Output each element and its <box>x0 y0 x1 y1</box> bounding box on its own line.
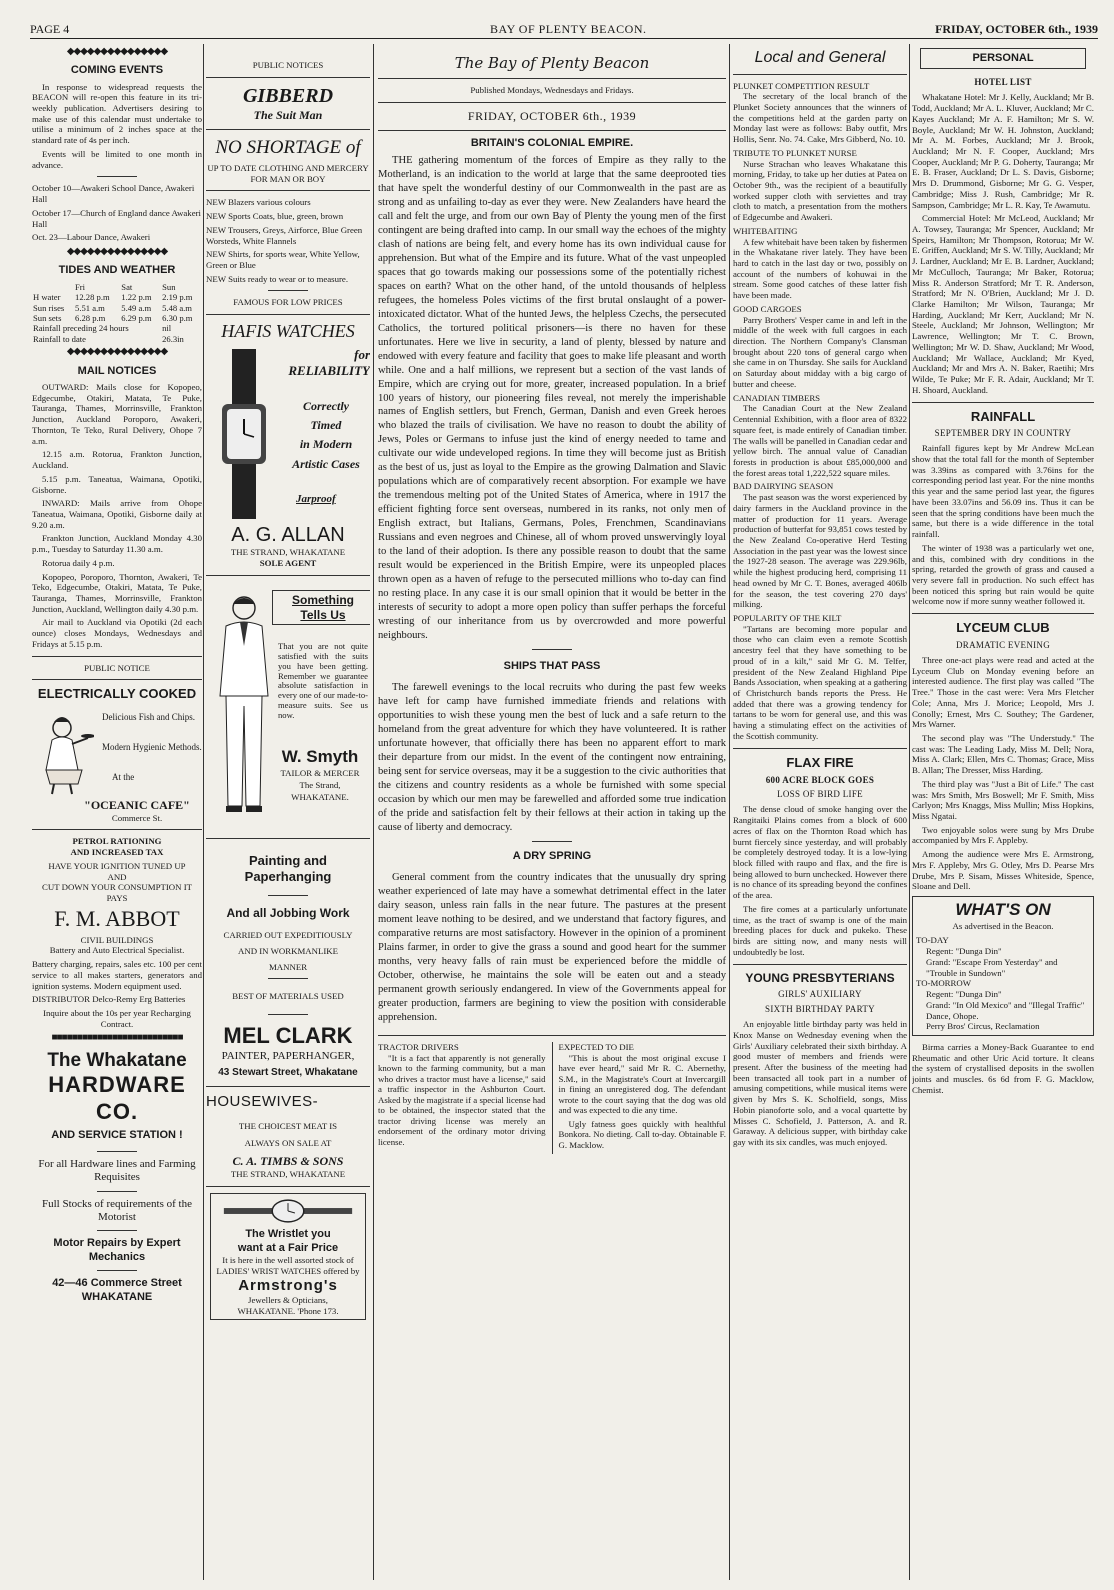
divider <box>733 964 907 965</box>
abbot-name: F. M. ABBOT <box>54 905 180 931</box>
local-item <box>733 81 907 145</box>
hafis-jarproof: Jarproof <box>296 493 336 506</box>
armstrong-heading: The Wristlet you <box>245 1228 331 1241</box>
cafe-name: "OCEANIC CAFE" <box>84 798 190 813</box>
divider <box>268 978 308 979</box>
abbot-inquire: Inquire about the 10s per year Recharging Contract. <box>43 1007 191 1029</box>
hafis-line: Artistic Cases <box>292 456 360 471</box>
hafis-for: for <box>354 347 370 363</box>
tide-cell: 2.19 p.m <box>162 292 193 303</box>
presby-sub: SIXTH BIRTHDAY PARTY <box>765 1004 875 1015</box>
divider <box>912 402 1094 403</box>
whakatane-hotel-list: Whakatane Hotel: Mr J. Kelly, Auckland; Mr B. Todd, Auckland; Mr A. L. Kluver, Auckland; Mr C. Kayes Auckland; Mr A. F. Hamilton; Mr S. W. Boyle, Auckland; Mr W. H. Johnston, Auckland; Mr A. M. Forbes, Auckland; Mr J. Brook, Auckland; Mr N. F. Cooper, Auckland; Mrs Cooper, Auckland; Mr P. G. Doherty, Tauranga; Mr E. B. Fraser, Auckland; Dr L. S. Davis, Gisborne; Mrs D. Drummond, Gisborne; Mr G. G. Vesper, Cambridge; Miss J. Rush, Cambridge; Mr R. Sampson, Cambridge; Mr L. R. Kay, Te Awamutu. <box>912 92 1094 210</box>
smyth-address: WHAKATANE. <box>291 791 349 802</box>
mail-para: 5.15 p.m. Taneatua, Waimana, Opotiki, Gisborne. <box>32 473 202 495</box>
public-notice-label: PUBLIC NOTICE <box>84 662 150 673</box>
tide-label: H water <box>33 292 61 303</box>
clark-materials: BEST OF MATERIALS USED <box>232 991 344 1002</box>
smyth-name: W. Smyth <box>281 746 359 766</box>
die-item <box>559 1042 727 1153</box>
divider <box>206 838 370 839</box>
page-number: PAGE 4 <box>30 22 70 36</box>
local-item-body: The secretary of the local branch of the Plunket Society announces that the winners of the competitions held at the garden party on Monday last were as follows: Baby outfit, Mrs Hollis, Senr. No. 74. Cake, Mrs Gibberd, No. 10. <box>733 91 907 145</box>
gibberd-item: NEW Sports Coats, blue, green, brown <box>206 211 344 222</box>
divider <box>378 102 726 103</box>
gibberd-item: NEW Suits ready to wear or to measure. <box>206 273 349 284</box>
local-item <box>733 226 907 301</box>
local-item-title: CANADIAN TIMBERS <box>733 392 821 403</box>
page-header <box>30 22 1098 39</box>
column-rule <box>729 44 730 1580</box>
die-body: "This is about the most original excuse I have ever heard," said Mr R. C. Abernethy, S.M., in the Magistrate's Court at Invercargill in fining an unregistered dog. The defendant wrote to the court saying that the dog was old and was expected to die any time. <box>558 1052 726 1116</box>
tractor-item <box>378 1042 546 1153</box>
mail-para: Air mail to Auckland via Opotiki (2d each ounce) closes Mondays, Wednesdays and Fridays at 5.15 p.m. <box>32 617 202 649</box>
bonkora-advert: Ugly fatness goes quickly with healthful Bonkora. No dieting. Call to-day. Obtainable F. G. Macklow. <box>558 1118 726 1150</box>
ornament-divider: ◆◆◆◆◆◆◆◆◆◆◆◆◆◆◆ <box>66 346 168 358</box>
divider <box>532 649 572 650</box>
divider <box>206 1086 370 1087</box>
gibberd-headline: NO SHORTAGE of <box>215 136 361 158</box>
lyceum-para: Three one-act plays were read and acted at the Lyceum Club on Monday evening before an interested audience. The first play was called "The Tree." Those in the cast were: Vera Mrs Fletcher Cole; Anna, Mrs J. Morice; Leopold, Mrs J. Conolly; Ernest, Mrs C. Southey; The Gardener, Mrs Warner. <box>912 654 1094 730</box>
divider <box>32 656 202 657</box>
armstrong-address: WHAKATANE. 'Phone 173. <box>237 1305 339 1316</box>
lyceum-sub: DRAMATIC EVENING <box>955 639 1051 650</box>
smyth-address: The Strand, <box>299 779 341 790</box>
abbot-service: Battery charging, repairs, sales etc. 100 per cent service to all makes starters, generators and ignition systems. Modern equipment used. <box>32 959 202 991</box>
divider <box>378 130 726 131</box>
gibberd-item: NEW Trousers, Greys, Airforce, Blue Green Worsteds, White Flannels <box>206 224 363 246</box>
hafis-agent: SOLE AGENT <box>259 558 317 569</box>
abbot-distributor: DISTRIBUTOR Delco-Remy Erg Batteries <box>32 994 186 1005</box>
tide-cell: 5.51 a.m <box>75 302 105 313</box>
tide-day: Fri <box>75 281 86 292</box>
hafis-line: Timed <box>310 418 342 433</box>
hafis-address: THE STRAND, WHAKATANE <box>230 547 346 558</box>
timbs-line: THE CHOICEST MEAT IS <box>238 1120 338 1131</box>
clark-line: CARRIED OUT EXPEDITIOUSLY <box>223 930 353 941</box>
tractor-title: TRACTOR DRIVERS <box>378 1042 459 1053</box>
presby-title: YOUNG PRESBYTERIANS <box>745 970 895 985</box>
column-rule <box>373 44 374 1580</box>
tides-title: TIDES AND WEATHER <box>58 264 176 277</box>
divider <box>97 1151 137 1152</box>
divider <box>268 1014 308 1015</box>
tide-cell: 12.28 p.m <box>75 292 110 303</box>
hafis-line: Correctly <box>303 399 349 414</box>
hotel-list-title: HOTEL LIST <box>974 77 1032 88</box>
event-item: October 17—Church of England dance Awakeri Hall <box>32 207 201 229</box>
commercial-hotel-list: Commercial Hotel: Mr McLeod, Auckland; Mr A. Towsey, Tauranga; Mr Spencer, Auckland; Mr Speirs, Hamilton; Mr Thompson, Rotorua; Mr W. E. Griffen, Auckland; Mr S. W. Tilly, Auckland; Mr J. Lardner, Auckland; Mr E. B. Lardner, Auckland; Mr McCulloch, Tauranga; Mr Baker, Rotorua; Miss R. Anderson Stratford; Mr T. R. Anderson, Stratford; Mr N. O'Brien, Auckland; Mr J. D. Clarke Hamilton; Mr Wilson, Tauranga; Mr Harding, Auckland; Mr Kerr, Auckland; Mr N. Steele, Auckland; Mr Johnson, Wellington; Mr Lawrence, Wellington; Mr T. C. Brown, Wellington; Mr W. D. Shaw, Auckland; Mr Wood, Auckland; Mr Wallace, Auckland; Mr Kyed, Auckland; Mr and Mrs A. N. Baker, Raetihi; Mrs Wilde, Te Puke; Mr F. R. Adair, Auckland; Mr T. H. Shoard, Auckland. <box>912 213 1094 395</box>
column-4 <box>733 44 907 1584</box>
local-item-title: GOOD CARGOES <box>733 303 802 314</box>
cafe-headline: ELECTRICALLY COOKED <box>37 686 197 702</box>
column-5 <box>912 44 1094 1584</box>
armstrong-trade: Jewellers & Opticians, <box>248 1294 328 1305</box>
column-1 <box>32 44 202 1584</box>
local-item <box>733 393 907 479</box>
lyceum-para: Two enjoyable solos were sung by Mrs Drube accompanied by Mrs F. Appleby. <box>912 824 1094 846</box>
clark-line: MANNER <box>268 961 308 972</box>
nameplate: The Bay of Plenty Beacon <box>454 54 650 72</box>
hafis-advert <box>206 343 370 523</box>
divider <box>206 314 370 315</box>
timbs-heading: HOUSEWIVES- <box>206 1092 319 1110</box>
local-item-body: The Canadian Court at the New Zealand Centennial Exhibition, with a floor area of 8322 square feet, is made entirely of Canadian timber. The walls will be panelled in Canadian cedar and yellow birch. The annual value of Canadian forests in production is about £85,000,000 and the forest areas total 1,222,522 square miles. <box>733 403 907 478</box>
whats-on-box <box>912 896 1094 1036</box>
clark-trade: PAINTER, PAPERHANGER, <box>221 1049 355 1062</box>
hafis-seller: A. G. ALLAN <box>231 524 345 547</box>
divider <box>268 895 308 896</box>
divider <box>97 1230 137 1231</box>
cafe-at: At the <box>112 772 135 783</box>
divider <box>733 74 907 75</box>
column-rule <box>203 44 204 1580</box>
rain-value: nil <box>162 323 172 334</box>
divider <box>378 1035 726 1036</box>
ornament-divider: ■■■■■■■■■■■■■■■■■■■■■■■■■■ <box>51 1032 183 1044</box>
hafis-lines <box>282 397 370 474</box>
local-item-body: The past season was the worst experienced by dairy farmers in the Auckland province in the matter of production for 11 years. Average production of butterfat for 93,851 cows tested by the New Zealand Co-operative Herd Testing Association in the past year was the lowest since the 1927-28 season. The average was 229.96lb, while the highest producing herd, comprising 11 head owned by Mr C. T. Bones, averaged 406lb for the season, the test covering 270 days' milking. <box>733 492 907 610</box>
waitress-illustration <box>32 706 94 796</box>
mail-para: Rotorua daily 4 p.m. <box>42 557 115 568</box>
local-item <box>733 148 907 223</box>
ships-body: The farewell evenings to the local recruits who during the past few weeks have left for camp have furnished immediate friends and relations with opportunities to wish these young men the best of luck and a safe return to the homeland from the great adventure for which they have volunteered. It is rather unfortunate however, that officially there has been no apparent effort to mark their departure from our midst. In the event of the contingent now entraining, being sent for service overseas, may it be a suggestion to the civic authorities that the citizens and country residents as a whole be furnished with some special occasion by which our men may be farewelled and afforded some true indication of the pride and satisfaction felt by their fellows at their action in taking up the cause of liberty and democracy. <box>378 682 726 834</box>
hardware-name: The Whakatane <box>47 1049 187 1071</box>
clark-name: MEL CLARK <box>223 1023 353 1049</box>
issue-date: FRIDAY, OCTOBER 6th., 1939 <box>935 22 1098 36</box>
cafe-advert <box>32 702 202 798</box>
ships-title: SHIPS THAT PASS <box>503 659 601 672</box>
tide-day: Sat <box>121 281 133 292</box>
divider <box>206 1186 370 1187</box>
hafis-headline: HAFIS WATCHES <box>221 321 355 342</box>
event-item: Oct. 23—Labour Dance, Awakeri <box>32 232 151 243</box>
whats-on-item: Grand: "Escape From Yesterday" and "Trouble in Sundown" <box>926 956 1058 978</box>
cafe-item: Delicious Fish and Chips. <box>102 712 196 723</box>
column-3 <box>378 44 726 1584</box>
timbs-line: ALWAYS ON SALE AT <box>244 1137 332 1148</box>
whats-on-item: Regent: "Dunga Din" <box>926 989 1002 1000</box>
local-item <box>733 304 907 390</box>
local-item-title: WHITEBAITING <box>733 225 798 236</box>
local-item-title: BAD DAIRYING SEASON <box>733 481 834 492</box>
mail-para: 12.15 a.m. Rotorua, Frankton Junction, Auckland. <box>32 449 202 471</box>
man-in-suit-illustration <box>214 592 274 827</box>
watch-icon <box>212 349 276 519</box>
abbot-heading: PETROL RATIONING <box>72 836 162 847</box>
hardware-tag: AND SERVICE STATION ! <box>51 1129 183 1142</box>
lyceum-para: Among the audience were Mrs E. Armstrong, Mrs F. Appleby, Mrs G. Otley, Mrs D. Pearse Mrs Drube, Mrs P. Sisam, Misses Whiteside, Spence, Sloane and Dell. <box>912 849 1094 892</box>
tide-cell: 5.49 a.m <box>121 302 152 313</box>
tide-cell: 5.48 a.m <box>162 302 192 313</box>
gibberd-item: NEW Blazers various colours <box>206 197 311 208</box>
mail-para: Frankton Junction, Auckland Monday 4.30 p.m., Tuesday to Saturday 11.30 a.m. <box>32 533 202 555</box>
flax-sub: LOSS OF BIRD LIFE <box>777 789 863 800</box>
coming-events-intro: In response to widespread requests the BEACON will re-open this feature in its tri-weekly publication. Advertisers desiring to make use of this calendar must undertake to utilise a minimum of 2 inches space at the standard rate of 4s per inch. <box>32 81 202 146</box>
mail-para: OUTWARD: Mails close for Kopopeo, Edgecumbe, Otakiri, Matata, Te Puke, Tauranga, Thames, Morrinsville, Frankton Junction, Auckland Poroporo, Awakeri, Thornton, Te Teko, Rural Delivery, Ohope 7 a.m. <box>32 382 202 446</box>
local-item-body: A few whitebait have been taken by fishermen in the Whakatane river lately. They have been hard to catch in the last day or two, possibly on account of the numbers of kohuwai in the stream. Some good catches of these latter fish have been made. <box>733 236 907 301</box>
clark-address: 43 Stewart Street, Whakatane <box>218 1067 358 1079</box>
abbot-line: CUT DOWN YOUR CONSUMPTION IT PAYS <box>41 882 193 904</box>
abbot-sub: CIVIL BUILDINGS <box>80 934 154 945</box>
clark-heading: And all Jobbing Work <box>226 905 350 920</box>
divider <box>32 829 202 830</box>
whats-on-item: Perry Bros' Circus, Reclamation <box>926 1021 1040 1032</box>
hafis-line: in Modern <box>299 437 353 452</box>
wristwatch-icon <box>214 1197 362 1225</box>
abbot-specialist: Battery and Auto Electrical Specialist. <box>49 945 185 956</box>
armstrong-body: It is here in the well assorted stock of LADIES' WRIST WATCHES offered by <box>216 1255 360 1276</box>
rainfall-para: The winter of 1938 was a particularly wet one, and this, combined with dry conditions in the spring, retarded the growth of grass and caused a very severe fall in production. No such effect has been noticed this spring but rain would be quite welcome now if more sunny weather followed it. <box>912 542 1094 607</box>
mail-title: MAIL NOTICES <box>77 364 157 377</box>
local-item-title: POPULARITY OF THE KILT <box>733 613 842 624</box>
local-item-body: Parry Brothers' Vesper came in and left in the middle of the week with full cargoes in each direction. The Northern Company's Clansman brought about 220 tons of general cargo when she came in on Thursday. She sails for Auckland on Saturday about midday with a big cargo of butter and cheese. <box>733 314 907 389</box>
smyth-trade: TAILOR & MERCER <box>280 767 360 778</box>
lyceum-para: The third play was "Just a Bit of Life." The cast was: Mrs Smith, Mrs Boswell; Mr F. Smith, Miss Carlyon; Mrs Knaggs, Miss Mullin; Miss Hopkins, Miss Ngatai. <box>912 778 1094 821</box>
armstrong-advert <box>210 1193 366 1321</box>
divider <box>206 575 370 576</box>
public-notices-label: PUBLIC NOTICES <box>252 60 324 70</box>
gibberd-footer: FAMOUS FOR LOW PRICES <box>233 297 343 308</box>
gibberd-item: NEW Shirts, for sports wear, White Yellow, Green or Blue <box>206 249 360 270</box>
presby-sub: GIRLS' AUXILIARY <box>778 989 862 1000</box>
column-rule <box>909 44 910 1580</box>
smyth-heading: Something <box>292 592 354 607</box>
timbs-name: C. A. TIMBS & SONS <box>232 1154 344 1169</box>
publication-schedule: Published Mondays, Wednesdays and Fridays. <box>470 85 634 96</box>
spring-body: General comment from the country indicates that the unusually dry spring weather experienced of late may have a somewhat detrimental effect in the later dairy season, unless rain falls in the near future. The pastures at the present moment leave nothing to be desired, and we understand that factory figures, and comparative returns are most satisfactory. However in the opinion of a prominent Plains farmer, in order to give the grass a sound and good heart for the summer months, very heavy falls of rain must be experienced before the middle of October, otherwise, he maintains the sole will be eaten out and a steady permanent growth seriously endangered. In view of the Governments appeal for greater production, farmers are begining to view the position with considerable apprehension. <box>378 872 726 1024</box>
tide-label: Sun rises <box>33 302 65 313</box>
local-general-title: Local and General <box>754 49 886 66</box>
tractor-body: "It is a fact that apparently is not generally known to the farming community, but a man who drives a tractor must have a license," said a traffic inspector in the Ashburton Court. Asked by the magistrate if a special license had to be obtained, the inspector stated that the tractor driving license was merely an endorsement of the ordinary motor driving license. <box>378 1052 546 1147</box>
divider <box>97 1270 137 1271</box>
tide-cell: 1.22 p.m <box>121 292 152 303</box>
mail-para: INWARD: Mails arrive from Ohope Taneatua, Waimana, Opotiki, Gisborne daily at 9.20 a.m. <box>32 498 202 530</box>
local-item-body: "Tartans are becoming more popular and those who can claim even a remote Scottish ancestry feel that they have something to be proud of in a kilt," said Mr G. M. Telfer, president of the New Zealand Highland Pipe Bands Association, when speaking at a gathering of Christchurch bands reports the Press. He added that there was a growing tendency for tartans to be worn for general use, and this was having a stimulating effect on the activities of the Scottish community. <box>733 623 907 741</box>
ships-article <box>378 681 726 835</box>
coming-events-limit: Events will be limited to one month in advance. <box>32 148 202 170</box>
whats-on-sub: As advertised in the Beacon. <box>952 920 1054 931</box>
personal-title: PERSONAL <box>920 48 1086 69</box>
local-item <box>733 613 907 742</box>
whats-on-item: Grand: "In Old Mexico" and "Illegal Traffic" <box>926 999 1085 1010</box>
tide-cell: 6.30 p.m <box>162 312 193 323</box>
hardware-address: 42—46 Commerce Street <box>52 1277 182 1290</box>
divider <box>912 613 1094 614</box>
divider <box>32 679 202 680</box>
smyth-advert <box>206 582 370 832</box>
flax-para: The dense cloud of smoke hanging over the Rangitaiki Plains comes from a block of 600 acres of flax on the Thornton Road which has burnt fiercely since yesterday, and will probably be completely destroyed today. It is a low-lying block filled with raupo and flax, and the fire is being allowed to burn unchecked. However there is no chance of its spreading beyond the confines of the area. <box>733 804 907 901</box>
mail-para: Kopopeo, Poroporo, Thornton, Awakeri, Te Teko, Edgecumbe, Otakiri, Matata, Te Puke, Tauranga, Thames, Morrinsville, Frankton Junction, Auckland, Wellington daily 4.30 p.m. <box>32 571 202 614</box>
timbs-address: THE STRAND, WHAKATANE <box>230 1168 346 1179</box>
local-item-body: Nurse Strachan who leaves Whakatane this morning, Friday, to take up her duties at Patea on October 9th., was the recipient of a beautifully worked supper cloth with serviettes and tray cloth to match, a presentation from the mothers of Edgecumbe and Awakeri. <box>733 158 907 223</box>
hardware-line: Full Stocks of requirements of the Motorist <box>41 1197 192 1224</box>
leader-date: FRIDAY, OCTOBER 6th., 1939 <box>467 109 637 124</box>
flax-para: The fire comes at a particularly unfortunate time, as the tract of swamp is one of the main breeding places for duck and pukeko. These birds are sitting now, and many nests will undoubtedly be lost. <box>733 903 907 957</box>
cafe-street: Commerce St. <box>111 812 163 823</box>
whats-on-title: WHAT'S ON <box>955 900 1051 920</box>
editorial-body: THE gathering momentum of the forces of Empire as they rally to the Motherland, is an indication to the world at large that the same deeprooted ties that have spelt the wonderful destiny of our Commonwealth in the past are as strong and as unfailing to-day as ever they were. New Zealanders have heard the call and felt the urge, and from our own Bay of Plenty the young men of the first contingent are being drafted into camp. In our small way the echoes of the mighty clash of nations are being felt, and every home has its own individual cause for apprehension. But what of the Empire and its future. What of the vast unpeopled spaces that go towards making our possessions some of the potentially richest spaces on earth? What on the other hand, of the untold thousands of helpless refugees, the homeless Poles victims of the first brutal onslaught of a power-intoxicated dictator. What of the hunted Jews, the helpless Czechs, the persecuted Catholics, the tortured political prisoners—is there no haven for these unfortunates. Here we live in security, a land of plenty, blessed by nature and endowed with every feature and facility that goes to make life pleasant and worth while. One and a half millions, we represent but a section of the vast lands of Empire, which are crying out for more, greater, increased population. In a brief 100 years of history, our pioneering files reveal, not merely the imperishable names of English settlers, but French, German, Danish and even Greek heroes who blazed the trails of civilisation. We have no reason to doubt the ability of Jews, Poles or Germans to infuse just the kind of energy needed to tame and cultivate our wide undeveloped regions. In time they will become just as British as the best of us, just as loyal to the Empire as the growing Dalmation and Slavic populations which are of comparatively recent absorption. For example we have the tremendous melting pot of the United States of America, where in 1917 the efficient fighting force sent overseas, numbered in its ranks, not only men of English extract, but Italians, Germans, Poles, Frenchmen, Scandinavians Russians and even negroes and Chinese, all of whom proved unswervingly loyal to the land of their adoption. Is there any possible reason to doubt that the same result would be experienced in the British Empire, were its unpeopled places thrown open as a haven of refuge to the persecuted millions who to-day can find no resting place. In any case it is our small opinion that it would be better in the interests of security to adopt a more open policy than suffer perhaps the forceful wresting of our inheritance from us by overcrowded and more powerful neighbours. <box>378 155 726 641</box>
gibberd-sub: The Suit Man <box>253 108 323 123</box>
rain-value: 26.3in <box>162 333 184 344</box>
rainfall-title: RAINFALL <box>970 408 1036 424</box>
column-2 <box>206 44 370 1584</box>
die-title: EXPECTED TO DIE <box>558 1042 634 1053</box>
divider <box>532 841 572 842</box>
tide-day: Sun <box>162 281 176 292</box>
coming-events-title: COMING EVENTS <box>70 64 164 77</box>
local-item-title: PLUNKET COMPETITION RESULT <box>733 80 870 91</box>
lyceum-para: The second play was "The Understudy." The cast was: The Leading Lady, Miss M. Dell; Nora, Miss A. Clark; Ellen, Mrs C. Thomas; Grace, Miss B. Allan; The Dresser, Miss Harding. <box>912 732 1094 776</box>
hardware-line: Motor Repairs by Expert Mechanics <box>53 1237 181 1263</box>
divider <box>97 1191 137 1192</box>
ornament-divider: ◆◆◆◆◆◆◆◆◆◆◆◆◆◆◆ <box>66 46 168 57</box>
armstrong-heading: want at a Fair Price <box>237 1241 339 1254</box>
hafis-reliability: RELIABILITY <box>288 363 370 379</box>
flax-sub: 600 ACRE BLOCK GOES <box>765 774 875 785</box>
smyth-box <box>272 590 370 625</box>
divider <box>378 78 726 79</box>
divider <box>206 77 370 78</box>
rainfall-para: Rainfall figures kept by Mr Andrew McLean show that the total fall for the month of September was 3.39ins as compared with 3.76ins for the corresponding period last year. For the nine months this year and the same period last year, the figures have been 33.07ins and 56.09 ins. Thus it can be seen that the spring conditions have been much the same, but there is a wide difference in the total rainfall. <box>912 443 1094 540</box>
armstrong-name: Armstrong's <box>238 1276 338 1294</box>
whats-on-today: TO-DAY <box>916 935 949 946</box>
spring-title: A DRY SPRING <box>512 850 592 863</box>
divider <box>97 176 137 177</box>
tide-cell: 6.28 p.m <box>75 312 106 323</box>
presby-para: An enjoyable little birthday party was held in Knox Manse on Wednesday evening when the Girls' Auxiliary celebrated their sixth birthday. A good muster of members and friends were present. After the business of the meeting had been transacted all took part in a number of amusing competitions, while musical items were given by Mrs S. K. Scholfield, songs, Miss Hobin pianoforte solo, and a vocal quartette by Misses C. Schofield, J. Patterson, A. and R. Garaway. A delicious supper, with birthday cake gay with its six candles, was much enjoyed. <box>733 1019 907 1147</box>
event-item: October 10—Awakeri School Dance, Awakeri Hall <box>32 183 195 205</box>
paper-title: BAY OF PLENTY BEACON. <box>490 22 647 36</box>
divider <box>206 129 370 130</box>
divider <box>733 748 907 749</box>
smyth-body: That you are not quite satisfied with the suits you have been getting. Remember we guarantee absolute satisfaction in every one of our made-to-measure suits. See us now. <box>278 640 368 720</box>
rain-label: Rainfall preceding 24 hours <box>33 323 129 334</box>
spring-article <box>378 871 726 1025</box>
ornament-divider: ◆◆◆◆◆◆◆◆◆◆◆◆◆◆◆ <box>66 245 168 257</box>
abbot-heading: AND INCREASED TAX <box>70 847 164 858</box>
whats-on-item: Regent: "Dunga Din" <box>926 946 1002 957</box>
cafe-item: Modern Hygienic Methods. <box>102 742 202 753</box>
local-item-title: TRIBUTE TO PLUNKET NURSE <box>733 147 857 158</box>
tides-table <box>32 282 202 345</box>
gibberd-tag: UP TO DATE CLOTHING AND MERCERY FOR MAN OR BOY <box>207 162 369 184</box>
clark-line: AND IN WORKMANLIKE <box>237 945 338 956</box>
tide-cell: 6.29 p.m <box>121 312 152 323</box>
rainfall-sub: SEPTEMBER DRY IN COUNTRY <box>934 428 1072 439</box>
tide-label: Sun sets <box>33 312 62 323</box>
editorial-title: BRITAIN'S COLONIAL EMPIRE. <box>470 136 634 149</box>
birma-advert: Birma carries a Money-Back Guarantee to end Rheumatic and other Uric Acid torture. It cleans the system of crystallised deposits in the swollen joints and muscles. 6s 6d from F. G. Macklow, Chemist. <box>912 1041 1094 1095</box>
filler-row <box>378 1042 726 1153</box>
editorial-article <box>378 154 726 643</box>
lyceum-title: LYCEUM CLUB <box>956 620 1050 636</box>
whats-on-item: Dance, Ohope. <box>926 1010 979 1021</box>
abbot-line: AND <box>107 871 127 882</box>
smyth-heading: Tells Us <box>300 607 346 622</box>
hardware-name: HARDWARE CO. <box>48 1071 186 1124</box>
local-item <box>733 481 907 610</box>
divider <box>268 290 308 291</box>
hardware-line: For all Hardware lines and Farming Requisites <box>38 1157 196 1184</box>
clark-heading: Painting and Paperhanging <box>244 852 332 884</box>
abbot-line: HAVE YOUR IGNITION TUNED UP <box>48 860 186 871</box>
whats-on-tomorrow: TO-MORROW <box>916 978 972 989</box>
flax-title: FLAX FIRE <box>786 754 854 770</box>
hardware-address: WHAKATANE <box>81 1290 153 1303</box>
divider <box>206 190 370 191</box>
rain-label: Rainfall to date <box>33 333 86 344</box>
gibberd-name: GIBBERD <box>242 84 334 107</box>
